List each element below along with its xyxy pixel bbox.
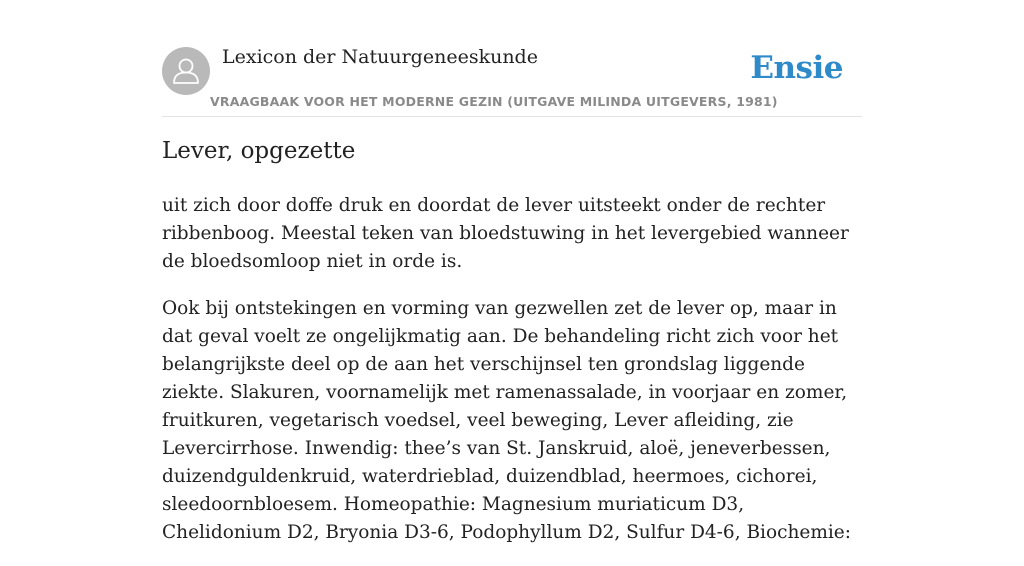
entry-page xyxy=(162,0,862,543)
ensie-logo[interactable]: Ensie xyxy=(750,50,843,86)
entry-paragraph: Ook bij ontstekingen en vorming van gezwellen zet de lever op, maar in dat geval voelt ze ongelijkmatig aan. De behandeling richt zich voor het belangrijkste deel op de aan het verschijnsel ten grondslag liggende ziekte. Slakuren, voornamelijk met ramenassalade, in voorjaar en zomer, fruitkuren, vegetarisch voedsel, veel beweging, Lever afleiding, zie Levercirrhose. Inwendig: thee’s van St. Janskruid, aloë, jeneverbessen, duizendguldenkruid, waterdrieblad, duizendblad, heermoes, cichorei, sleedoornbloesem. Homeopathie: Magnesium muriaticum D3, Chelidonium D2, Bryonia D3-6, Podophyllum D2, Sulfur D4-6, Biochemie: xyxy=(162,298,851,543)
entry-title: Lever, opgezette xyxy=(162,138,356,164)
source-header xyxy=(162,0,862,117)
entry-paragraph: uit zich door doffe druk en doordat de lever uitsteekt onder de rechter ribbenboog. Meestal teken van bloedstuwing in het levergebied wanneer de bloedsomloop niet in orde is. xyxy=(162,195,849,272)
source-subtitle: VRAAGBAAK VOOR HET MODERNE GEZIN (UITGAVE MILINDA UITGEVERS, 1981) xyxy=(210,94,778,109)
source-title[interactable]: Lexicon der Natuurgeneeskunde xyxy=(222,46,538,68)
avatar-graphic xyxy=(162,47,210,95)
entry-body xyxy=(162,192,862,566)
user-silhouette-icon[interactable] xyxy=(162,47,210,95)
